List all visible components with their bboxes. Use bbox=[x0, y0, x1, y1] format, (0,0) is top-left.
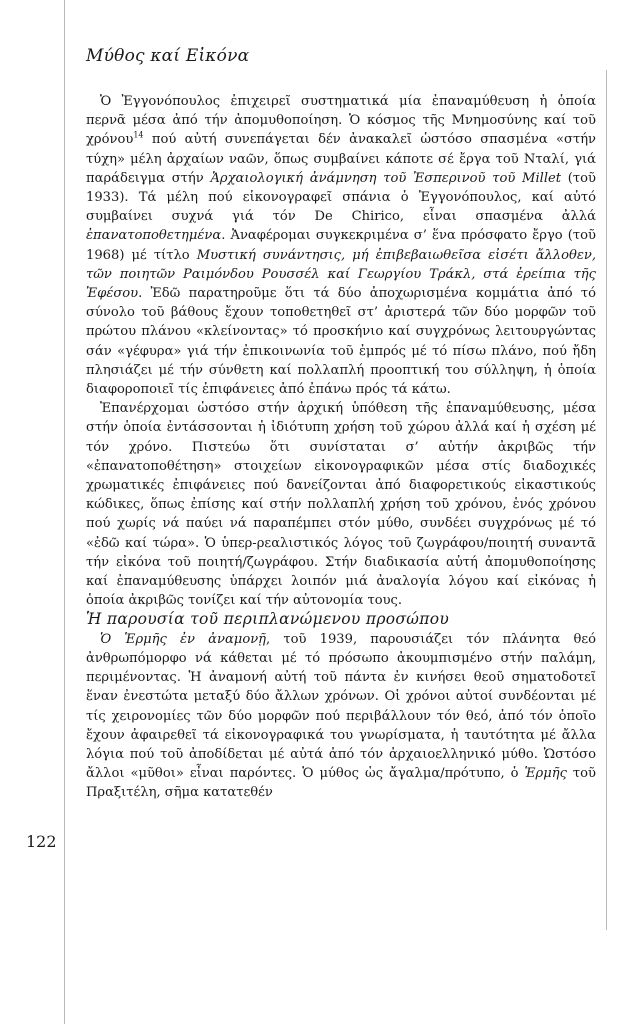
paragraph-1: Ὁ Ἐγγονόπουλος ἐπιχειρεῖ συστηματικά μία ἐπαναμύθευση ἡ ὁποία περνᾶ μέσα ἀπό τήν ἀπομυθοποίηση. Ὁ κόσμος τῆς Μνημοσύνης καί τοῦ χρόνου$^{14}$ πού αὐτή συνεπάγεται δέν ἀνακαλεῖ ὡστόσο σπασμένα «στήν τύχη» μέλη ἀρχαίων ναῶν, ὅπως συμβαίνει κάποτε σέ ἔργα τοῦ Νταλί, γιά παράδειγμα στήν Ἀρχαιολογική ἀνάμνηση τοῦ Ἐσπερινοῦ τοῦ Millet (τοῦ 1933). Τά μέλη πού εἰκονογραφεῖ σπάνια ὁ Ἐγγονόπουλος, καί αὐτό συμβαίνει συχνά γιά τόν De Chirico, εἶναι σπασμένα ἀλλά ἐπανατοποθετημένα. Ἀναφέρομαι συγκεκριμένα σ’ ἕνα πρόσφατο ἔργο (τοῦ 1968) μέ τίτλο Μυστική συνάντησις, μή ἐπιβεβαιωθεῖσα εἰσέτι ἄλλοθεν, τῶν ποιητῶν Ραιμόνδου Ρουσσέλ καί Γεωργίου Τράκλ, στά ἐρείπια τῆς Ἐφέσου. Ἐδῶ παρατηροῦμε ὅτι τά δύο ἀποχωρισμένα κομμάτια ἀπό τό σύνολο τοῦ βάθους ἔχουν τοποθετηθεῖ στ’ ἀριστερά τῶν δύο μορφῶν τοῦ πρώτου πλάνου «κλείνοντας» τό προσκήνιο καί συγχρόνως λειτουργώντας σάν «γέφυρα» γιά τήν ἐπικοινωνία τοῦ ἐμπρός μέ τό πίσω πλάνο, πού ἤδη πλησιάζει μέ τήν σύνθετη καί πολλαπλή προοπτική του σύλληψη, ἡ ὁποία διαφοροποιεῖ τίς ἐπιφάνειες ἀπό ἐπάνω πρός τά κάτω. bbox=[86, 94, 596, 398]
left-margin-rule bbox=[64, 0, 65, 1024]
right-margin-rule bbox=[606, 70, 607, 930]
section-title: Ἡ παρουσία τοῦ περιπλανώμενου προσώπου bbox=[86, 610, 450, 629]
footnote-marker: 14 bbox=[133, 131, 144, 141]
body-text bbox=[86, 92, 596, 803]
running-head: Μύθος καί Εἰκόνα bbox=[86, 46, 250, 66]
paragraph-3: Ὁ Ἑρμῆς ἐν ἀναμονῇ, τοῦ 1939, παρουσιάζει τόν πλάνητα θεό ἀνθρωπόμορφο νά κάθεται μέ τό πρόσωπο ἀκουμπισμένο στήν παλάμη, περιμένοντας. Ἡ ἀναμονή αὐτή τοῦ πάντα ἐν κινήσει θεοῦ σηματοδοτεῖ ἕναν ἐνεστώτα μεταξύ δύο ἄλλων χρόνων. Οἱ χρόνοι αὐτοί συνδέονται μέ τίς χειρονομίες τῶν δύο μορφῶν πού περιβάλλουν τόν θεό, ἀπό τόν ὁποῖο ἔχουν ἀφαιρεθεῖ τά εἰκονογραφικά του γνωρίσματα, ἡ ταυτότητα μέ ἄλλα λόγια πού τοῦ ἀποδίδεται μέ αὐτά ἀπό τόν ἀρχαιοελληνικό μύθο. Ὡστόσο ἄλλοι «μῦθοι» εἶναι παρόντες. Ὁ μύθος ὡς ἄγαλμα/πρότυπο, ὁ Ἑρμῆς τοῦ Πραξιτέλη, σῆμα κατατεθέν bbox=[86, 631, 597, 801]
page-number: 122 bbox=[26, 832, 57, 851]
paragraph-2: Ἐπανέρχομαι ὡστόσο στήν ἀρχική ὑπόθεση τῆς ἐπαναμύθευσης, μέσα στήν ὁποία ἐντάσσονται ἡ ἰδιότυπη χρήση τοῦ χώρου ἀλλά καί ἡ σχέση μέ τόν χρόνο. Πιστεύω ὅτι συνίσταται σ’ αὐτήν ἀκριβῶς τήν «ἐπανατοποθέτηση» στοιχείων εἰκονογραφικῶν μέσα στίς διαδοχικές χρωματικές ἐπιφάνειες πού δανείζονται ἀπό διαφορετικούς εἰκαστικούς κώδικες, ὅπως ἐπίσης καί στήν πολλαπλή χρήση τοῦ χρόνου, ἑνός χρόνου πού χωρίς νά παύει νά παραπέμπει στόν μύθο, συνδέει συγχρόνως μέ τό «ἐδῶ καί τώρα». Ὁ ὑπερ-ρεαλιστικός λόγος τοῦ ζωγράφου/ποιητή συναντᾶ τήν εἰκόνα τοῦ ποιητή/ζωγράφου. Στήν διαδικασία αὐτή ἀπομυθοποίησης καί ἐπαναμύθευσης ὑπάρχει λοιπόν μιά ἀναλογία λόγου καί εἰκόνας ἡ ὁποία ἀκριβῶς τονίζει καί τήν αὐτονομία τους. bbox=[86, 401, 596, 609]
